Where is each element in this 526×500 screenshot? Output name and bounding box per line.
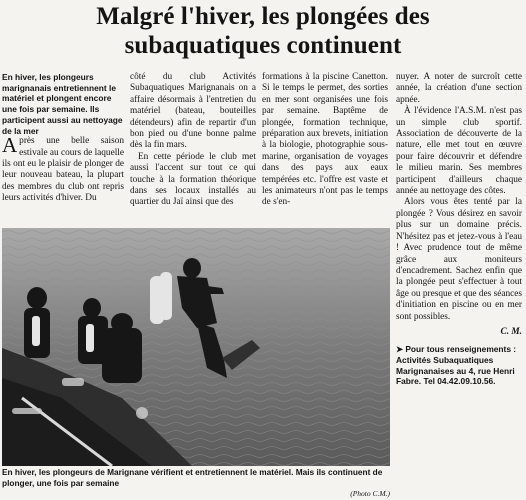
headline-line-2: subaquatiques continuent [124,32,402,59]
article-column-3 [262,72,388,224]
headline-line-1: Malgré l'hiver, les plongées des [96,3,430,30]
headline [0,2,526,60]
article-paragraph [2,133,124,204]
article-column-4 [396,72,522,387]
article-photo [2,228,390,466]
article-paragraph: Alors vous êtes tenté par la plongée ? Vous désirez en savoir plus sur un domaine précis. N'hésitez pas et jetez-vous à l'eau ! Avec prudence tout de même grâce aux moniteurs d'encadrement. Sachez enfin que la plongée peut s'effectuer à tout âge ou presque et que des séances d'initiation en piscine ou en mer sont possibles. [396,197,522,322]
article-column-1 [2,72,124,224]
article-paragraph: À l'évidence l'A.S.M. n'est pas un simple club sportif. Association de découverte de la nature, elle met tout en œuvre pour faire découvrir et défendre le milieu marin. Ses membres participent d'ailleurs chaque année au nettoyage des côtes. [396,106,522,197]
article-text: près une belle saison estivale au cours de laquelle ils ont eu le plaisir de plonger de leur nouveau bateau, la plupart des membres du club ont repris leurs activités d'hiver. Du [2,136,124,204]
photo-caption: En hiver, les plongeurs de Marignane vérifient et entretiennent le matériel. Mais ils continuent de plonger, une fois par semaine [2,467,383,488]
article-paragraph: En cette période le club met aussi l'accent sur tout ce qui touche à la formation théorique dans ses locaux installés au quartier du Jaï ainsi que des [130,151,256,208]
info-box: ➤ Pour tous renseignements : Activités Subaquatiques Marignanaises au 4, rue Henri Fabre. Tel 04.42.09.10.56. [396,344,517,387]
drop-cap: A [2,133,18,158]
article-paragraph: côté du club Activités Subaquatiques Marignanais on a affaire désormais à l'entretien du matériel (bateau, bouteilles détendeurs) afin de repartir d'un bon pied ou d'une bonne palme dès la fin mars. [130,72,256,151]
photo-credit: (Photo C.M.) [350,489,390,498]
divers-photo-image [2,228,390,466]
article-column-2 [130,72,256,224]
article-paragraph: nuyer. À noter de surcroît cette année, la création d'une section apnée. [396,72,522,105]
article-lead: En hiver, les plongeurs marignanais entretiennent le matériel et plongent encore une fois par semaine. Ils participent aussi au nettoyage de la mer [2,72,123,136]
article-paragraph: formations à la piscine Canetton. Si le temps le permet, des sorties en mer sont organisées une fois par semaine. Baptême de plongée, formation technique, préparation aux brevets, initiation à la biologie, photographie sous-marine, organisation de voyages dans des pays aux eaux tempérées etc. l'offre est vaste et les animateurs n'ont pas le temps de s'en- [262,72,388,208]
article-author: C. M. [500,326,522,337]
